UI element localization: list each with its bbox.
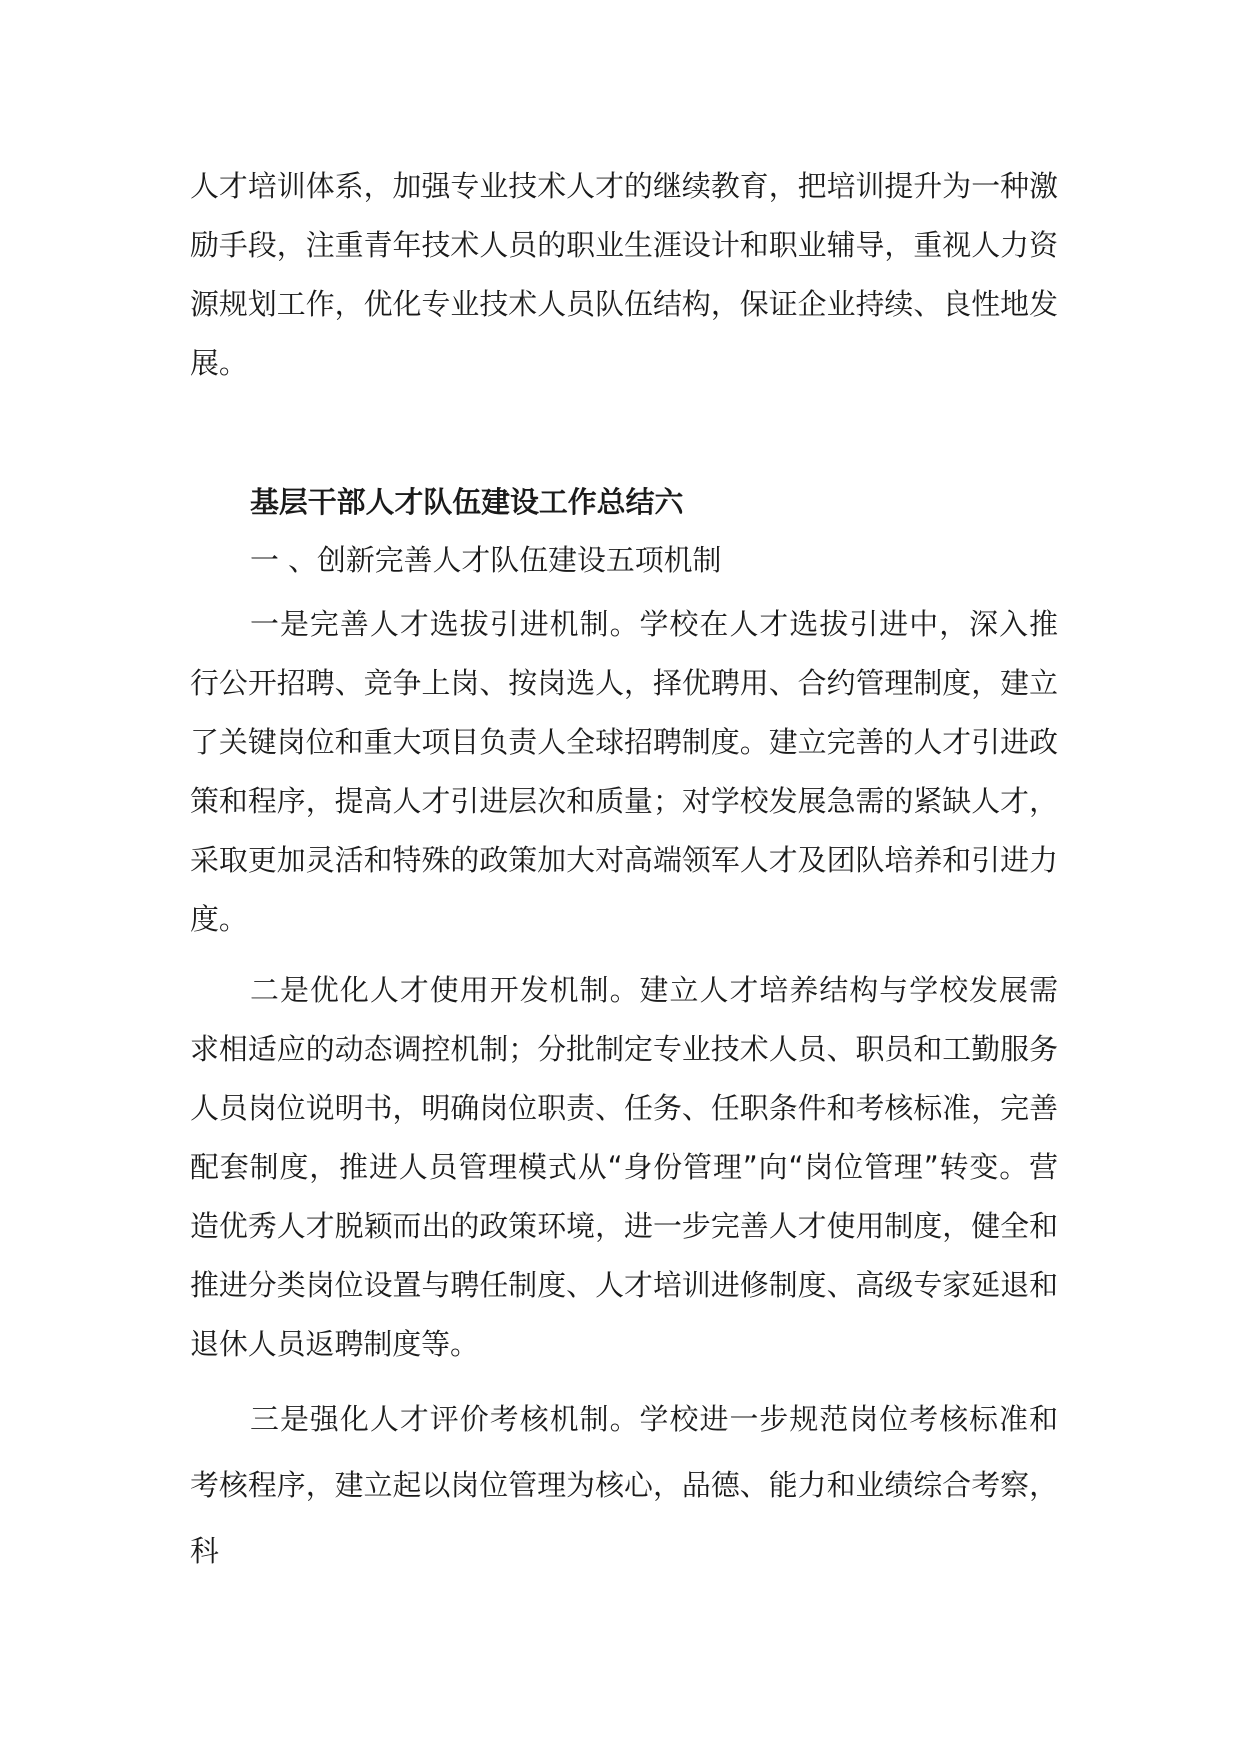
paragraph-recruitment-mechanism: 一是完善人才选拔引进机制。学校在人才选拔引进中，深入推行公开招聘、竞争上岗、按岗选人，择优聘用、合约管理制度，建立了关键岗位和重大项目负责人全球招聘制度。建立完善的人才引进政策和程序，提高人才引进层次和质量；对学校发展急需的紧缺人才，采取更加灵活和特殊的政策加大对高端领军人才及团队培养和引进力度。 — [190, 607, 1058, 936]
document-body — [190, 157, 1058, 1584]
section-heading: 一 、创新完善人才队伍建设五项机制 — [250, 543, 722, 577]
paragraph-evaluation-mechanism: 三是强化人才评价考核机制。学校进一步规范岗位考核标准和考核程序，建立起以岗位管理为核心，品德、能力和业绩综合考察，科 — [190, 1402, 1058, 1568]
intro-paragraph: 人才培训体系，加强专业技术人才的继续教育，把培训提升为一种激励手段，注重青年技术人员的职业生涯设计和职业辅导，重视人力资源规划工作，优化专业技术人员队伍结构，保证企业持续、良性地发展。 — [190, 169, 1058, 380]
document-title: 基层干部人才队伍建设工作总结六 — [250, 485, 684, 519]
paragraph-utilization-mechanism: 二是优化人才使用开发机制。建立人才培养结构与学校发展需求相适应的动态调控机制；分批制定专业技术人员、职员和工勤服务人员岗位说明书，明确岗位职责、任务、任职条件和考核标准，完善配套制度，推进人员管理模式从“身份管理”向“岗位管理”转变。营造优秀人才脱颖而出的政策环境，进一步完善人才使用制度，健全和推进分类岗位设置与聘任制度、人才培训进修制度、高级专家延退和退休人员返聘制度等。 — [190, 973, 1058, 1361]
